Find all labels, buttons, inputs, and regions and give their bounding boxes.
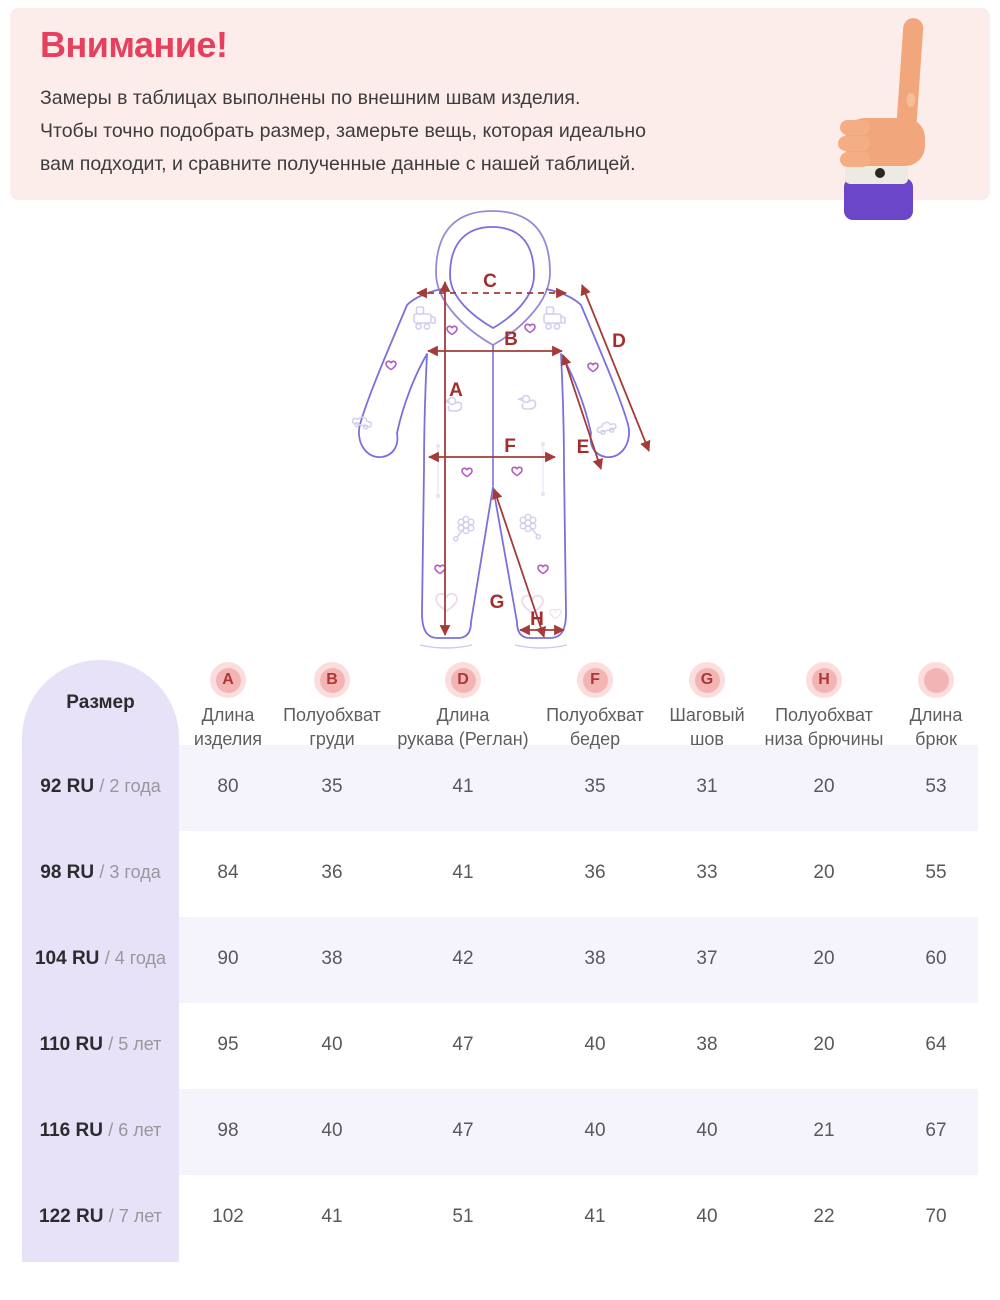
table-cell: 40 <box>584 1120 606 1141</box>
badge-letter: F <box>590 671 600 688</box>
table-cell: 47 <box>452 1120 474 1141</box>
pointing-hand-icon <box>838 14 940 220</box>
badge-circle <box>695 668 720 693</box>
romper-body-outline <box>359 289 629 638</box>
letter-A: A <box>449 380 463 401</box>
table-cell: 90 <box>217 948 239 969</box>
table-cell: 41 <box>584 1206 606 1227</box>
badge-letter: A <box>222 671 234 688</box>
romper-measure-diagram <box>330 195 670 655</box>
letter-G: G <box>489 592 505 613</box>
size-age: / 2 года <box>99 776 161 796</box>
column-label-line: Длина <box>436 705 490 725</box>
table-cell: 38 <box>696 1034 718 1055</box>
badge-circle <box>216 668 241 693</box>
table-cell: 51 <box>452 1206 474 1227</box>
size-age: / 5 лет <box>108 1034 162 1054</box>
letter-B: B <box>504 329 518 350</box>
column-label-line: Длина <box>909 705 963 725</box>
knuckle <box>838 136 870 151</box>
badge-circle <box>320 668 345 693</box>
table-cell: 20 <box>813 776 835 797</box>
table-cell: 38 <box>584 948 606 969</box>
notice-text <box>40 82 646 181</box>
size-age: / 4 года <box>104 948 166 968</box>
knuckle <box>840 152 870 167</box>
table-cell: 60 <box>925 948 947 969</box>
table-cell: 40 <box>321 1034 343 1055</box>
size-table <box>22 660 978 1262</box>
table-cell: 35 <box>584 776 606 797</box>
table-cell: 33 <box>696 862 718 883</box>
table-cell: 40 <box>696 1206 718 1227</box>
table-cell: 35 <box>321 776 343 797</box>
table-cell: 41 <box>452 862 474 883</box>
letter-H: H <box>530 609 544 630</box>
measure-badge-F <box>577 662 613 698</box>
table-cell: 53 <box>925 776 947 797</box>
size-age: / 6 лет <box>108 1120 162 1140</box>
hand-sleeve <box>844 178 913 220</box>
cuff-button <box>875 168 885 178</box>
measure-badge-B <box>314 662 350 698</box>
car-icon <box>351 415 372 430</box>
table-cell: 98 <box>217 1120 239 1141</box>
table-cell: 40 <box>696 1120 718 1141</box>
notice-title: Внимание! <box>40 24 228 65</box>
table-cell: 42 <box>452 948 474 969</box>
table-cell: 64 <box>925 1034 947 1055</box>
size-value: 104 RU <box>34 948 100 969</box>
letter-F: F <box>504 436 516 457</box>
badge-circle <box>451 668 476 693</box>
index-finger <box>896 17 924 130</box>
column-label <box>257 703 407 751</box>
table-cell: 40 <box>321 1120 343 1141</box>
table-cell: 31 <box>696 776 718 797</box>
column-header-B <box>257 662 407 751</box>
table-cell: 21 <box>813 1120 835 1141</box>
badge-letter: B <box>326 671 338 688</box>
letter-C: C <box>483 271 497 292</box>
column-label-line: брюк <box>915 729 957 749</box>
column-label-line: шов <box>689 729 724 749</box>
size-age: / 3 года <box>99 862 161 882</box>
badge-circle <box>924 668 949 693</box>
letter-E: E <box>576 437 590 458</box>
badge-circle <box>583 668 608 693</box>
table-cell: 20 <box>813 1034 835 1055</box>
table-cell: 20 <box>813 948 835 969</box>
train-icon <box>544 307 565 329</box>
train-icon <box>414 307 435 329</box>
rattle-icon <box>520 514 540 538</box>
table-cell: 47 <box>452 1034 474 1055</box>
finger-nail <box>907 93 916 107</box>
column-label <box>388 703 538 751</box>
column-label-line: Полуобхват <box>283 705 381 725</box>
table-cell: 102 <box>212 1206 244 1227</box>
badge-letter: H <box>818 671 830 688</box>
column-label <box>861 703 1000 751</box>
table-cell: 95 <box>217 1034 239 1055</box>
table-cell: 22 <box>813 1206 835 1227</box>
column-label-line: Полуобхват <box>775 705 873 725</box>
foot-sole <box>420 645 472 648</box>
notice-line-3: вам подходит, и сравните полученные данные с нашей таблицей. <box>40 153 636 175</box>
column-label-line: Полуобхват <box>546 705 644 725</box>
size-value: 92 RU <box>40 776 95 797</box>
measure-badge-A <box>210 662 246 698</box>
table-cell: 41 <box>321 1206 343 1227</box>
size-value: 110 RU <box>39 1034 103 1055</box>
size-column-header: Размер <box>66 692 135 713</box>
size-value: 116 RU <box>39 1120 103 1141</box>
column-label-line: груди <box>309 729 355 749</box>
table-cell: 41 <box>452 776 474 797</box>
measure-badge-D <box>445 662 481 698</box>
notice-line-2: Чтобы точно подобрать размер, замерьте вещь, которая идеально <box>40 120 646 142</box>
size-age: / 7 лет <box>108 1206 162 1226</box>
rattle-icon <box>454 516 474 540</box>
table-cell: 38 <box>321 948 343 969</box>
table-cell: 40 <box>584 1034 606 1055</box>
table-cell: 67 <box>925 1120 947 1141</box>
column-label-line: Длина <box>201 705 255 725</box>
column-label-line: Шаговый <box>669 705 745 725</box>
table-cell: 70 <box>925 1206 947 1227</box>
column-label-line: низа брючины <box>764 729 884 749</box>
seam-mark <box>436 442 544 497</box>
knuckle <box>840 120 870 135</box>
column-header-trouser-length <box>861 662 1000 751</box>
table-cell: 20 <box>813 862 835 883</box>
table-cell: 37 <box>696 948 718 969</box>
measure-badge-H <box>806 662 842 698</box>
measure-badge-G <box>689 662 725 698</box>
size-value: 122 RU <box>39 1206 104 1227</box>
badge-letter: G <box>700 671 714 688</box>
table-cell: 84 <box>217 862 239 883</box>
column-header-D <box>388 662 538 751</box>
badge-circle <box>812 668 837 693</box>
table-cell: 80 <box>217 776 239 797</box>
size-value: 98 RU <box>40 862 95 883</box>
letter-D: D <box>612 331 626 352</box>
foot-sole <box>515 645 567 648</box>
notice-line-1: Замеры в таблицах выполнены по внешним швам изделия. <box>40 87 581 109</box>
table-cell: 55 <box>925 862 947 883</box>
duck-icon <box>519 396 536 410</box>
column-label-line: рукава (Реглан) <box>397 729 529 749</box>
column-label-line: бедер <box>569 729 621 749</box>
car-icon <box>596 420 617 435</box>
column-label-line: изделия <box>193 729 263 749</box>
badge-letter: D <box>457 671 469 688</box>
table-cell: 36 <box>584 862 606 883</box>
measure-badge-blank <box>918 662 954 698</box>
table-cell: 36 <box>321 862 343 883</box>
